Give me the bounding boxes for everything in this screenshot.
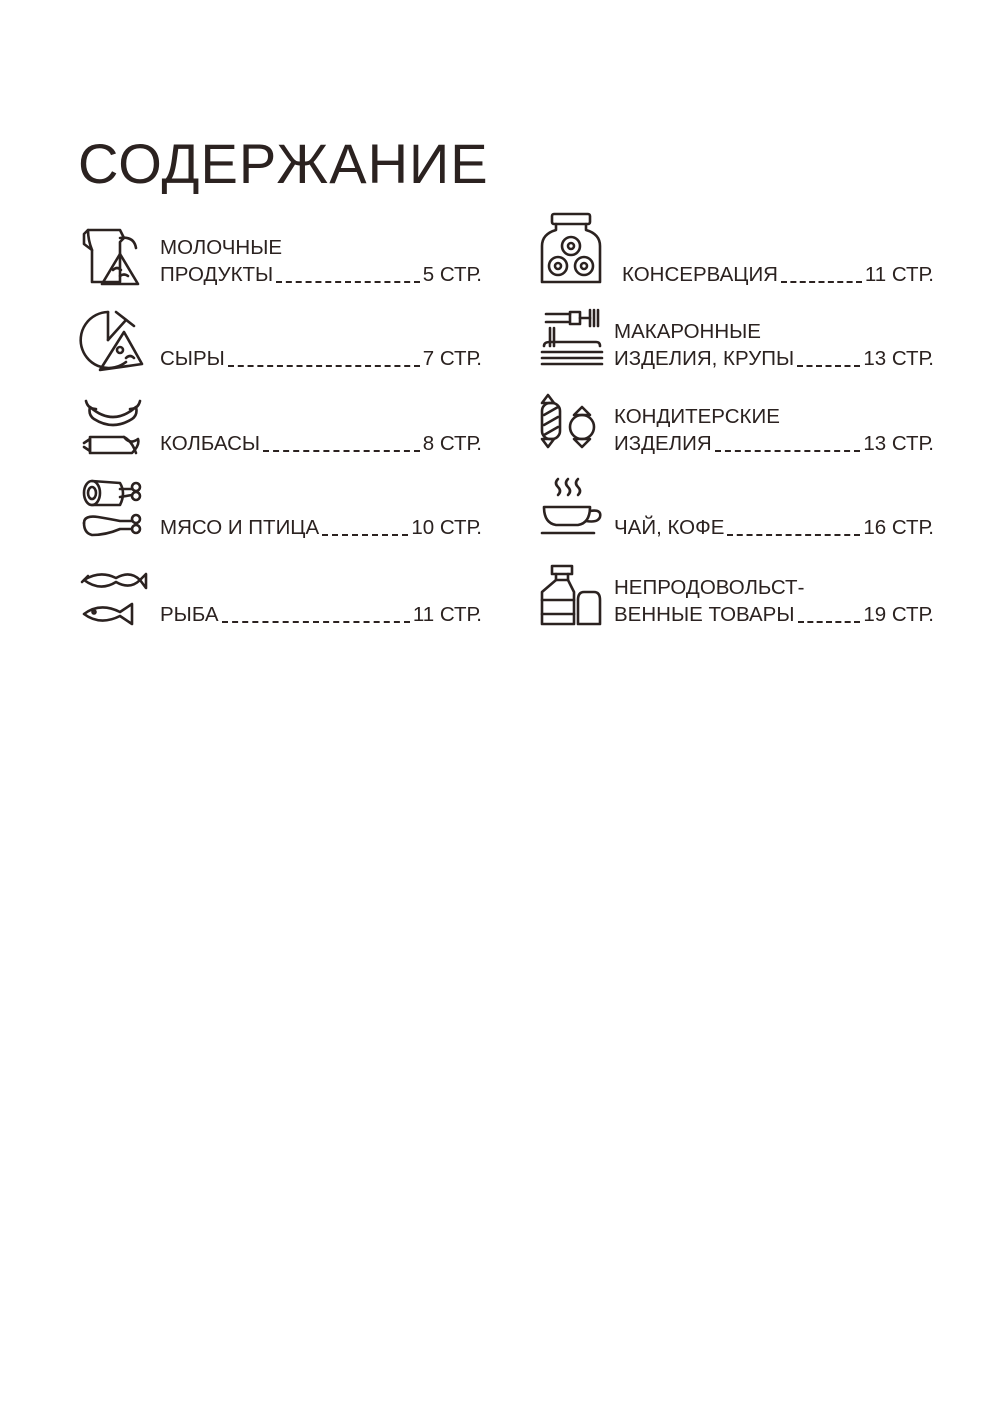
entry-title: ВЕННЫЕ ТОВАРЫ xyxy=(614,603,795,626)
toc-entry-pasta-cereals[interactable] xyxy=(540,310,934,382)
dotted-leader xyxy=(228,365,420,367)
toc-entry-fish[interactable] xyxy=(80,566,482,638)
dotted-leader xyxy=(727,534,860,536)
dairy-jug-icon xyxy=(80,226,146,292)
page-number: 7 СТР. xyxy=(422,347,482,370)
entry-title: ИЗДЕЛИЯ xyxy=(614,432,712,455)
dotted-leader xyxy=(715,450,861,452)
toc-entry-sausages[interactable] xyxy=(80,395,482,467)
sausage-icon xyxy=(80,395,146,461)
toc-entry-meat-poultry[interactable] xyxy=(80,479,482,551)
page-number: 11 СТР. xyxy=(412,603,482,626)
dotted-leader xyxy=(781,281,862,283)
page-number: 13 СТР. xyxy=(863,347,934,370)
page-number: 11 СТР. xyxy=(864,263,934,286)
entry-title: КОНСЕРВАЦИЯ xyxy=(622,263,778,286)
tea-cup-icon xyxy=(540,479,606,545)
dotted-leader xyxy=(797,365,860,367)
entry-title-line1: МАКАРОННЫЕ xyxy=(614,320,761,343)
entry-title-line1: МОЛОЧНЫЕ xyxy=(160,236,283,259)
entry-title: КОЛБАСЫ xyxy=(160,432,261,455)
page-number: 10 СТР. xyxy=(411,516,482,539)
page-number: 19 СТР. xyxy=(863,603,934,626)
meat-drumstick-icon xyxy=(80,479,146,545)
preserves-jar-icon xyxy=(540,226,606,292)
toc-entry-preserves[interactable] xyxy=(540,226,934,298)
entry-title: СЫРЫ xyxy=(160,347,225,370)
entry-title-line1: КОНДИТЕРСКИЕ xyxy=(614,405,780,428)
entry-title: ЧАЙ, КОФЕ xyxy=(614,516,725,539)
dotted-leader xyxy=(322,534,408,536)
entry-title: МЯСО И ПТИЦА xyxy=(160,516,320,539)
page-number: 8 СТР. xyxy=(422,432,482,455)
page-number: 16 СТР. xyxy=(863,516,934,539)
entry-title: ПРОДУКТЫ xyxy=(160,263,274,286)
household-bottles-icon xyxy=(540,566,606,632)
page-title: СОДЕРЖАНИЕ xyxy=(78,132,489,195)
entry-title-line1: НЕПРОДОВОЛЬСТ- xyxy=(614,576,805,599)
page-number: 5 СТР. xyxy=(422,263,482,286)
entry-title: РЫБА xyxy=(160,603,219,626)
pasta-fork-icon xyxy=(540,310,606,376)
page-number: 13 СТР. xyxy=(863,432,934,455)
dotted-leader xyxy=(222,621,410,623)
toc-entry-cheese[interactable] xyxy=(80,310,482,382)
toc-entry-confectionery[interactable] xyxy=(540,395,934,467)
candy-icon xyxy=(540,395,606,461)
dotted-leader xyxy=(276,281,420,283)
toc-entry-tea-coffee[interactable] xyxy=(540,479,934,551)
toc-entry-non-food[interactable] xyxy=(540,566,934,638)
cheese-icon xyxy=(80,310,146,376)
dotted-leader xyxy=(798,621,861,623)
toc-entry-dairy[interactable] xyxy=(80,226,482,298)
entry-title: ИЗДЕЛИЯ, КРУПЫ xyxy=(614,347,795,370)
fish-icon xyxy=(80,566,146,632)
dotted-leader xyxy=(263,450,420,452)
